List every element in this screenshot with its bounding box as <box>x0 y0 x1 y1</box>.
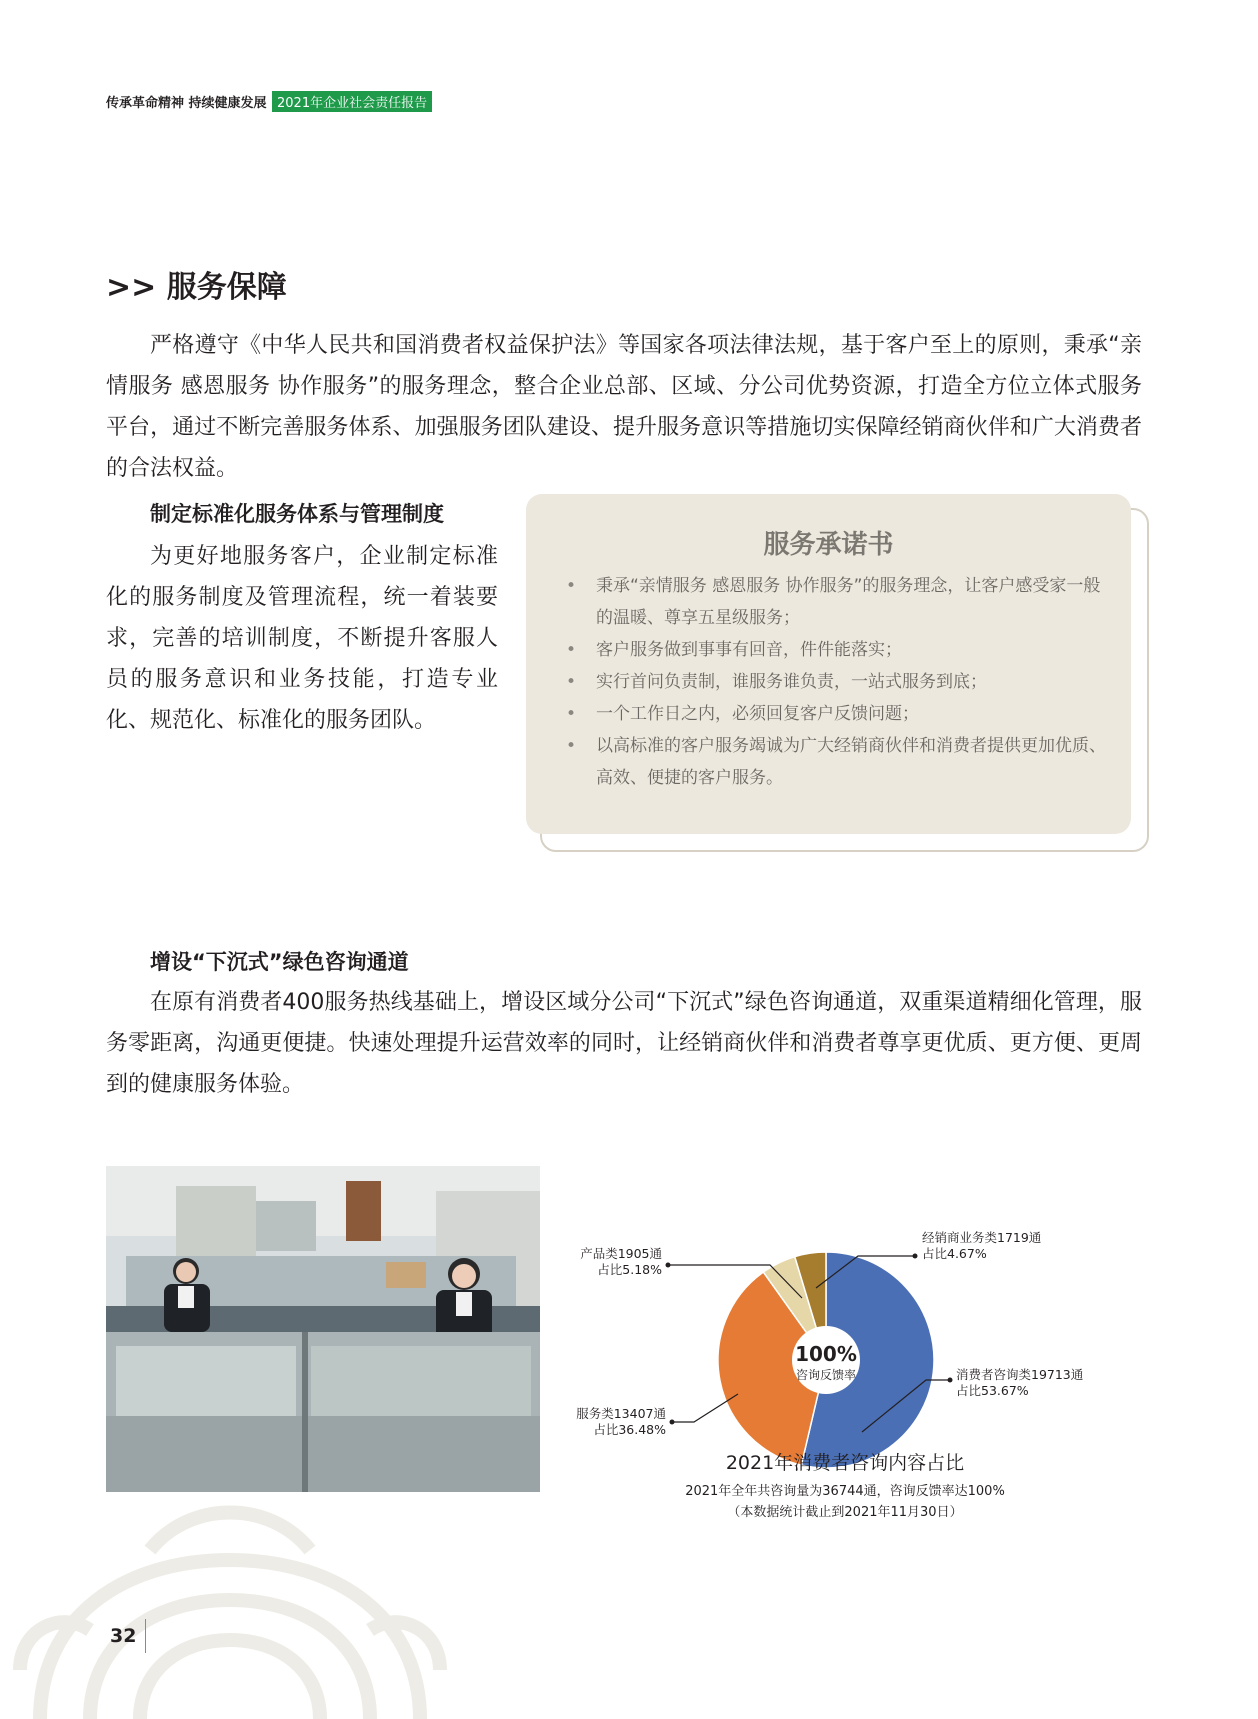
page-number: 32 <box>110 1625 137 1647</box>
label-dealer-pct: 占比4.67% <box>922 1246 987 1261</box>
channel-heading: 增设“下沉式”绿色咨询通道 <box>150 950 409 974</box>
cloud-pattern-decoration <box>0 1470 560 1719</box>
label-service-count: 服务类13407通 <box>576 1406 666 1421</box>
chart-note-cutoff: （本数据统计截止到2021年11月30日） <box>727 1505 963 1520</box>
standard-paragraph: 为更好地服务客户，企业制定标准化的服务制度及管理流程，统一着装要求，完善的培训制度，不断提升客服人员的服务意识和业务技能，打造专业化、规范化、标准化的服务团队。 <box>106 544 498 733</box>
label-consumer-pct: 占比53.67% <box>956 1383 1029 1398</box>
pledge-list <box>566 570 1106 794</box>
leader-dot-dealer <box>913 1254 918 1259</box>
label-dealer-count: 经销商业务类1719通 <box>922 1230 1042 1245</box>
pledge-item: • 实行首问负责制，谁服务谁负责，一站式服务到底； <box>566 666 1106 698</box>
label-consumer-count: 消费者咨询类19713通 <box>956 1367 1084 1382</box>
channel-paragraph: 在原有消费者400服务热线基础上，增设区域分公司“下沉式”绿色咨询通道，双重渠道精细化管理，服务零距离，沟通更便捷。快速处理提升运营效率的同时，让经销商伙伴和消费者尊享更优质、更方便、更周到的健康服务体验。 <box>106 990 1142 1097</box>
leader-dot-service <box>670 1420 675 1425</box>
pledge-item: • 以高标准的客户服务竭诚为广大经销商伙伴和消费者提供更加优质、高效、便捷的客户服务。 <box>566 730 1106 794</box>
section-title: >> 服务保障 <box>106 270 287 305</box>
label-product-count: 产品类1905通 <box>580 1246 662 1261</box>
pledge-item: • 秉承“亲情服务 感恩服务 协作服务”的服务理念，让客户感受家一般的温暖、尊享五星级服务； <box>566 570 1106 634</box>
standard-heading: 制定标准化服务体系与管理制度 <box>150 502 444 526</box>
intro-paragraph: 严格遵守《中华人民共和国消费者权益保护法》等国家各项法律法规，基于客户至上的原则，秉承“亲情服务 感恩服务 协作服务”的服务理念，整合企业总部、区域、分公司优势资源，打造全方位立体式服务平台，通过不断完善服务体系、加强服务团队建设、提升服务意识等措施切实保障经销商伙伴和广大消费者的合法权益。 <box>106 333 1142 481</box>
chart-title: 2021年消费者咨询内容占比 <box>725 1452 965 1474</box>
report-tag: 2021年企业社会责任报告 <box>272 91 432 112</box>
leader-dot-product <box>666 1263 671 1268</box>
pie-center-value: 100% <box>795 1342 857 1366</box>
pledge-item: • 一个工作日之内，必须回复客户反馈问题； <box>566 698 1106 730</box>
chart-note: 2021年全年共咨询量为36744通，咨询反馈率达100% <box>685 1484 1005 1499</box>
label-service-pct: 占比36.48% <box>593 1422 666 1437</box>
pie-center-label: 咨询反馈率 <box>795 1368 857 1382</box>
label-product-pct: 占比5.18% <box>597 1262 662 1277</box>
call-center-photo <box>106 1166 540 1492</box>
page-number-divider <box>145 1619 146 1653</box>
header-slogan: 传承革命精神 持续健康发展 <box>106 96 267 111</box>
pledge-item: • 客户服务做到事事有回音，件件能落实； <box>566 634 1106 666</box>
pledge-title: 服务承诺书 <box>763 530 894 560</box>
leader-dot-consumer <box>948 1378 953 1383</box>
